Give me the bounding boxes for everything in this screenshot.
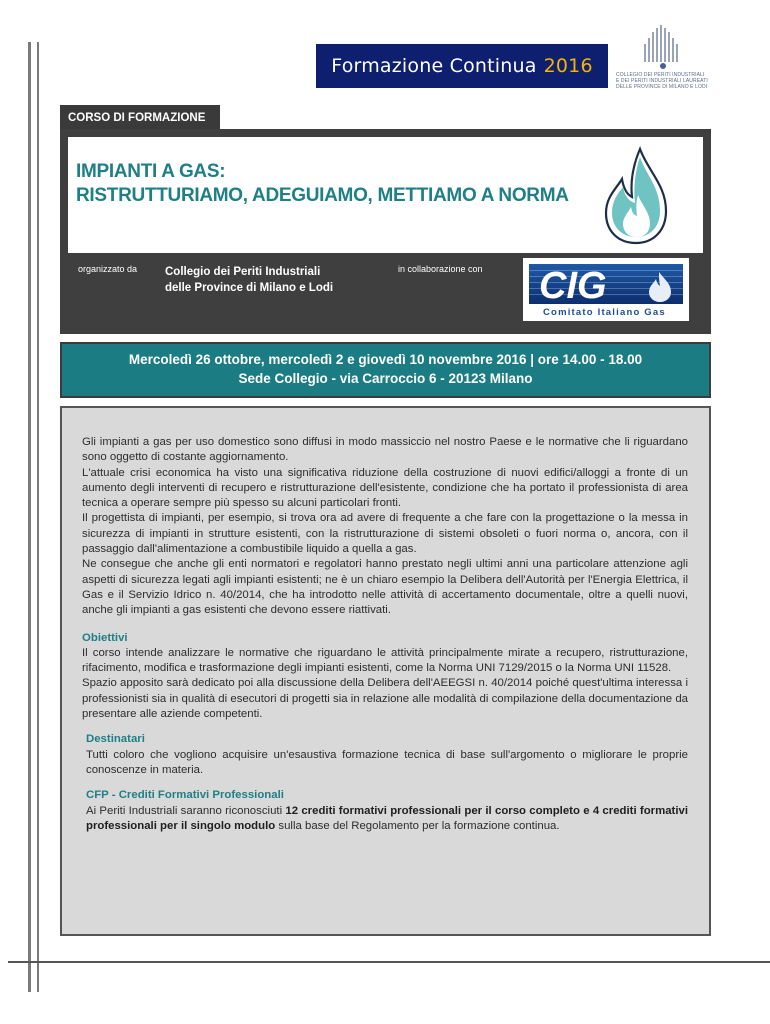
credits-heading: CFP - Crediti Formativi Professionali: [86, 789, 284, 802]
cig-letters: CIG: [539, 265, 607, 307]
course-type-tag: CORSO DI FORMAZIONE: [60, 105, 220, 130]
intro-paragraph: Ne consegue che anche gli enti normatori e regolatori hanno prestato negli ultimi anni una particolare attenzione agli aspetti di sicurezza legati agli impianti esistenti; ne è un chiaro esempio la Delibera dell'Autorità per l'Energia Elettrica, il Gas e il Servizio Idrico n. 40/2014, che ha introdotto nelle attività di accertamento documentale, oltre a quelli nuovi, anche gli impianti a gas esistenti che devono essere riattivati.: [82, 558, 688, 617]
organizer-name: [165, 264, 333, 296]
gas-flame-icon: [596, 145, 678, 245]
collegio-logo: [616, 22, 736, 94]
collaboration-label: in collaborazione con: [398, 264, 483, 274]
event-dates: Mercoledì 26 ottobre, mercoledì 2 e giovedì 10 novembre 2016 | ore 14.00 - 18.00: [128, 352, 643, 367]
organizer-label: organizzato da: [78, 264, 138, 274]
course-description-text: [82, 435, 688, 834]
formazione-continua-banner: [316, 44, 608, 88]
objectives-paragraph: Il corso intende analizzare le normative che riguardano le attività principalmente mirate a recupero, ristrutturazione, rifacimento, modifica e trasformazione degli impianti esistenti, come la Norma UNI 7129/2015 o la Norma UNI 11528.: [82, 646, 688, 675]
intro-paragraph: L'attuale crisi economica ha visto una significativa riduzione della costruzione di nuovi edifici/alloggi a fronte di un aumento degli interventi di recupero e ristrutturazione dell'esistente, condizione che ha portato il professionista di area tecnica a operare sempre più spesso su alcuni particolari fronti.: [82, 466, 688, 510]
banner-year: 2016: [543, 55, 593, 77]
left-margin-rule: [28, 42, 31, 992]
collegio-logo-line: DELLE PROVINCE DI MILANO E LODI: [616, 84, 708, 90]
intro-paragraph: Il progettista di impianti, per esempio, si trova ora ad avere di frequente a che fare con la progettazione o la messa in sicurezza di impianti in strutture esistenti, con la ristrutturazione di sistemi obsoleti o fuori norma o, ancora, con il passaggio dall'alimentazione a combustibile liquido a quella a gas.: [82, 512, 688, 556]
banner-text: Formazione Continua: [331, 55, 537, 77]
cig-logo: [523, 258, 689, 321]
course-title-box: [68, 137, 703, 253]
collegio-logo-columns-icon: [616, 22, 736, 72]
credits-text-bold: 12 crediti formativi professionali per il corso completo e 4 crediti formativi professionali per il singolo modulo: [86, 804, 688, 832]
course-title-line2: RISTRUTTURIAMO, ADEGUIAMO, METTIAMO A NORMA: [76, 185, 569, 206]
audience-heading: Destinatari: [86, 733, 145, 746]
objectives-paragraph: Spazio apposito sarà dedicato poi alla discussione della Delibera dell'AEEGSI n. 40/2014 poiché quest'ultima interessa i professionisti sia in qualità di esecutori di progetti sia in relazione alle modalità di compilazione della documentazione da presentare alle aziende competenti.: [82, 677, 688, 721]
event-date-band: [60, 342, 711, 398]
objectives-heading: Obiettivi: [82, 631, 128, 644]
left-margin-rule-inner: [37, 42, 39, 992]
cig-logo-mark-icon: [523, 258, 689, 321]
credits-text: [82, 804, 688, 835]
collegio-logo-line: E DEI PERITI INDUSTRIALI LAUREATI: [616, 78, 708, 84]
collegio-logo-line: COLLEGIO DEI PERITI INDUSTRIALI: [616, 72, 705, 78]
credits-text-after: sulla base del Regolamento per la formazione continua.: [275, 819, 560, 832]
organizer-name-line1: Collegio dei Periti Industriali: [165, 266, 321, 278]
course-description-box: [60, 406, 711, 936]
cig-full-name: Comitato Italiano Gas: [543, 307, 666, 318]
audience-text: Tutti coloro che vogliono acquisire un'esaustiva formazione tecnica di base sull'argomento o migliorare le proprie conoscenze in materia.: [86, 748, 688, 776]
bottom-rule: [8, 961, 770, 963]
organizer-name-line2: delle Province di Milano e Lodi: [165, 282, 334, 294]
credits-text-before: Ai Periti Industriali saranno riconosciuti: [86, 804, 286, 817]
intro-paragraph: Gli impianti a gas per uso domestico sono diffusi in modo massiccio nel nostro Paese e le normative che li riguardano sono oggetto di costante aggiornamento.: [82, 436, 688, 464]
event-venue: Sede Collegio - via Carroccio 6 - 20123 Milano: [238, 371, 533, 386]
course-title-line1: IMPIANTI A GAS:: [76, 161, 226, 182]
